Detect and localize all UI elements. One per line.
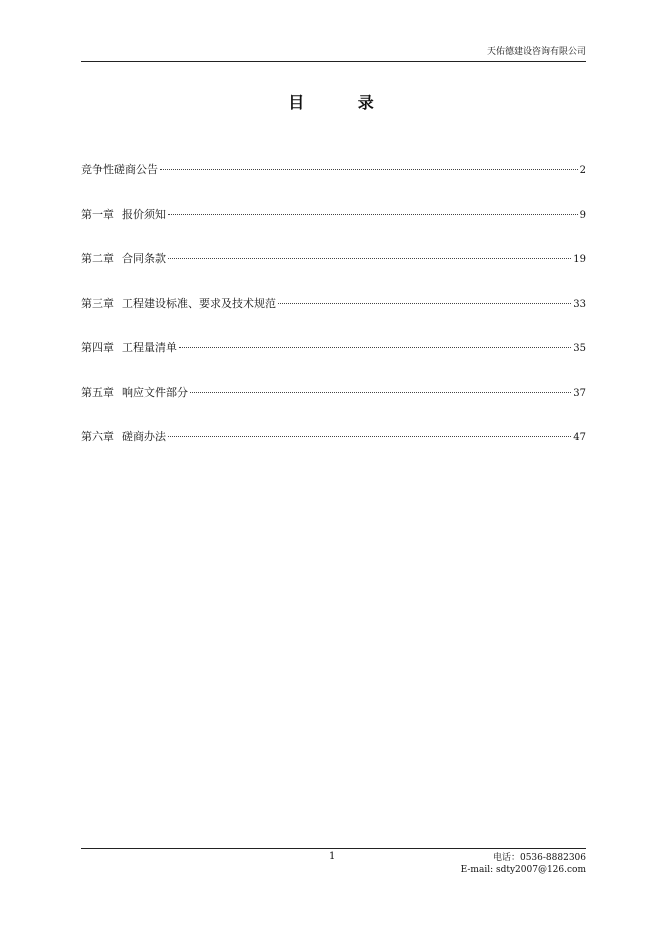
toc-entry-chapter: 第二章	[81, 252, 114, 265]
toc-entry-page: 33	[573, 298, 586, 310]
toc-entry-announcement[interactable]	[81, 160, 586, 205]
footer-contact-info	[461, 852, 586, 876]
toc-dot-leader	[190, 392, 571, 393]
table-of-contents	[81, 160, 586, 472]
header-divider	[81, 61, 586, 62]
toc-entry-chapter-6[interactable]	[81, 427, 586, 472]
toc-entry-page: 2	[579, 165, 586, 176]
toc-dot-leader	[168, 214, 578, 215]
toc-entry-title: 工程量清单	[122, 341, 177, 354]
toc-dot-leader	[179, 347, 571, 348]
toc-title: 目 录	[288, 93, 398, 112]
toc-entry-chapter: 第四章	[81, 341, 114, 354]
footer-page-number: 1	[329, 851, 336, 862]
toc-entry-chapter: 第一章	[81, 207, 114, 221]
toc-entry-title: 工程建设标准、要求及技术规范	[122, 296, 276, 310]
toc-entry-title: 报价须知	[122, 207, 166, 221]
toc-entry-title: 合同条款	[122, 252, 166, 265]
toc-entry-chapter-3[interactable]	[81, 294, 586, 339]
toc-entry-page: 35	[573, 343, 586, 354]
toc-entry-chapter: 第五章	[81, 385, 114, 399]
toc-entry-chapter-2[interactable]	[81, 249, 586, 294]
toc-entry-title: 磋商办法	[122, 430, 166, 443]
toc-entry-page: 37	[573, 387, 586, 399]
toc-entry-title: 响应文件部分	[122, 385, 188, 399]
toc-dot-leader	[168, 258, 571, 259]
toc-entry-title: 竞争性磋商公告	[81, 163, 158, 176]
header-company-name: 天佑德建设咨询有限公司	[486, 47, 586, 57]
toc-dot-leader	[278, 303, 571, 304]
toc-entry-chapter-4[interactable]	[81, 338, 586, 383]
toc-entry-chapter: 第六章	[81, 430, 114, 443]
toc-entry-page: 19	[573, 254, 586, 265]
footer-email: E-mail: sdty2007@126.com	[460, 865, 586, 875]
footer-divider	[81, 848, 586, 849]
toc-entry-chapter-5[interactable]	[81, 383, 586, 428]
toc-entry-page: 47	[573, 432, 586, 443]
footer-phone: 电话：0536-8882306	[492, 853, 586, 863]
toc-dot-leader	[160, 169, 578, 170]
toc-entry-page: 9	[579, 209, 586, 221]
toc-entry-chapter: 第三章	[81, 296, 114, 310]
toc-entry-chapter-1[interactable]	[81, 205, 586, 250]
toc-dot-leader	[168, 436, 571, 437]
